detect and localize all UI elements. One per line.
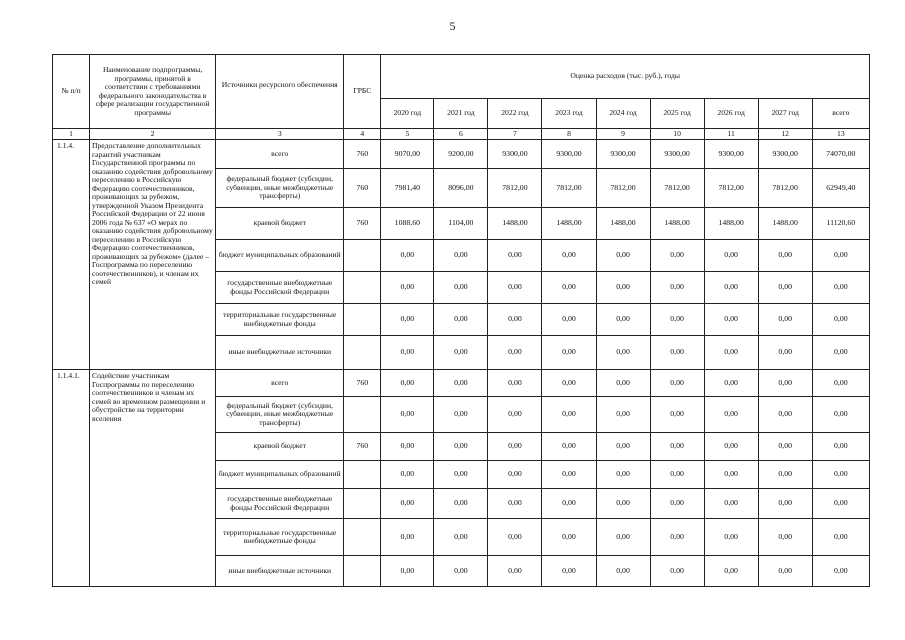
grbs-code: 760 (344, 370, 381, 397)
year-value: 0,00 (596, 272, 650, 304)
year-value: 0,00 (542, 272, 596, 304)
total-value: 0,00 (812, 489, 869, 519)
year-value: 0,00 (381, 489, 434, 519)
year-value: 7812,00 (650, 169, 704, 208)
grbs-code: 760 (344, 208, 381, 240)
year-value: 0,00 (758, 556, 812, 587)
year-value: 0,00 (596, 519, 650, 556)
year-header: 2022 год (488, 99, 542, 129)
column-index: 13 (812, 129, 869, 140)
year-value: 0,00 (434, 433, 488, 461)
year-value: 0,00 (381, 370, 434, 397)
year-value: 0,00 (596, 556, 650, 587)
year-value: 0,00 (381, 556, 434, 587)
year-value: 9300,00 (650, 140, 704, 169)
funding-source: всего (216, 140, 344, 169)
year-value: 0,00 (381, 397, 434, 433)
year-value: 0,00 (596, 433, 650, 461)
year-value: 0,00 (758, 370, 812, 397)
column-index: 10 (650, 129, 704, 140)
year-value: 0,00 (381, 433, 434, 461)
year-value: 0,00 (434, 397, 488, 433)
year-value: 0,00 (488, 336, 542, 370)
year-value: 0,00 (434, 240, 488, 272)
funding-source: федеральный бюджет (субсидии, субвенции, иные межбюджетные трансферты) (216, 169, 344, 208)
year-value: 0,00 (758, 240, 812, 272)
year-value: 0,00 (542, 556, 596, 587)
year-value: 1488,00 (488, 208, 542, 240)
year-value: 0,00 (650, 397, 704, 433)
year-value: 0,00 (488, 556, 542, 587)
column-index: 8 (542, 129, 596, 140)
year-value: 0,00 (758, 433, 812, 461)
year-value: 1488,00 (542, 208, 596, 240)
item-name: Содействие участникам Госпрограммы по переселению соотечественников и членам их семей во временном размещении и обустройстве на территории вселения (90, 370, 216, 587)
year-value: 0,00 (488, 397, 542, 433)
total-value: 0,00 (812, 556, 869, 587)
year-value: 0,00 (596, 336, 650, 370)
index-row (53, 129, 870, 140)
year-value: 9300,00 (542, 140, 596, 169)
year-value: 0,00 (704, 397, 758, 433)
year-value: 0,00 (488, 519, 542, 556)
year-value: 0,00 (542, 304, 596, 336)
year-value: 0,00 (758, 489, 812, 519)
column-index: 4 (344, 129, 381, 140)
funding-source: территориальные государственные внебюджетные фонды (216, 519, 344, 556)
grbs-code (344, 304, 381, 336)
year-value: 0,00 (758, 519, 812, 556)
grbs-code (344, 489, 381, 519)
year-value: 0,00 (650, 461, 704, 489)
grbs-code (344, 461, 381, 489)
year-header: 2027 год (758, 99, 812, 129)
funding-source: иные внебюджетные источники (216, 556, 344, 587)
year-value: 0,00 (434, 519, 488, 556)
year-value: 0,00 (488, 461, 542, 489)
total-value: 62949,40 (812, 169, 869, 208)
year-value: 0,00 (650, 370, 704, 397)
year-value: 0,00 (434, 489, 488, 519)
column-index: 2 (90, 129, 216, 140)
year-header: 2023 год (542, 99, 596, 129)
funding-source: краевой бюджет (216, 433, 344, 461)
column-index: 1 (53, 129, 90, 140)
funding-source: краевой бюджет (216, 208, 344, 240)
year-value: 0,00 (704, 461, 758, 489)
funding-source: федеральный бюджет (субсидии, субвенции, иные межбюджетные трансферты) (216, 397, 344, 433)
year-value: 0,00 (542, 240, 596, 272)
year-value: 0,00 (650, 336, 704, 370)
year-value: 0,00 (434, 272, 488, 304)
expenditure-table (52, 54, 870, 587)
total-value: 0,00 (812, 370, 869, 397)
year-value: 0,00 (704, 519, 758, 556)
funding-source: бюджет муниципальных образований (216, 461, 344, 489)
year-value: 0,00 (758, 272, 812, 304)
grbs-code: 760 (344, 169, 381, 208)
year-value: 0,00 (650, 519, 704, 556)
table-body (53, 140, 870, 587)
year-value: 0,00 (704, 433, 758, 461)
year-value: 0,00 (381, 272, 434, 304)
year-value: 0,00 (488, 304, 542, 336)
year-value: 0,00 (758, 461, 812, 489)
total-value: 11120,60 (812, 208, 869, 240)
grbs-code: 760 (344, 433, 381, 461)
year-value: 0,00 (434, 336, 488, 370)
item-code: 1.1.4.1. (53, 370, 90, 587)
item-code: 1.1.4. (53, 140, 90, 370)
funding-source: государственные внебюджетные фонды Российской Федерации (216, 272, 344, 304)
funding-source: иные внебюджетные источники (216, 336, 344, 370)
funding-source: территориальные государственные внебюджетные фонды (216, 304, 344, 336)
year-value: 7981,40 (381, 169, 434, 208)
year-value: 7812,00 (542, 169, 596, 208)
year-value: 0,00 (596, 304, 650, 336)
year-value: 0,00 (488, 489, 542, 519)
year-value: 0,00 (596, 489, 650, 519)
year-value: 1088,60 (381, 208, 434, 240)
total-value: 0,00 (812, 272, 869, 304)
year-value: 0,00 (596, 240, 650, 272)
year-value: 0,00 (488, 433, 542, 461)
year-value: 9300,00 (758, 140, 812, 169)
grbs-code (344, 240, 381, 272)
year-value: 0,00 (434, 304, 488, 336)
total-value: 0,00 (812, 336, 869, 370)
year-value: 0,00 (381, 304, 434, 336)
year-header: 2021 год (434, 99, 488, 129)
year-value: 0,00 (542, 519, 596, 556)
year-value: 0,00 (704, 556, 758, 587)
grbs-code (344, 519, 381, 556)
year-value: 0,00 (650, 433, 704, 461)
year-value: 0,00 (381, 336, 434, 370)
year-value: 7812,00 (488, 169, 542, 208)
item-name: Предоставление дополнительных гарантий участникам Государственной программы по оказанию содействия добровольному переселению в Российскую Федерацию соотечественников, проживающих за рубежом, утвержденной Указом Президента Российской Федерации от 22 июня 2006 года № 637 «О мерах по оказанию содействия добровольному переселению в Российскую Федерацию соотечественников, проживающих за рубежом» (далее – Госпрограмма по переселению соотечественников), и членам их семей (90, 140, 216, 370)
grbs-code (344, 556, 381, 587)
year-header: 2025 год (650, 99, 704, 129)
header-costs: Оценка расходов (тыс. руб.), годы (381, 55, 870, 99)
column-index: 6 (434, 129, 488, 140)
header-grbs: ГРБС (344, 55, 381, 129)
year-value: 1488,00 (596, 208, 650, 240)
year-value: 1488,00 (758, 208, 812, 240)
total-value: 0,00 (812, 397, 869, 433)
grbs-code (344, 397, 381, 433)
year-value: 0,00 (704, 240, 758, 272)
total-value: 74070,00 (812, 140, 869, 169)
year-value: 0,00 (488, 272, 542, 304)
column-index: 9 (596, 129, 650, 140)
year-value: 0,00 (704, 304, 758, 336)
year-value: 0,00 (542, 461, 596, 489)
grbs-code (344, 336, 381, 370)
funding-source: государственные внебюджетные фонды Российской Федерации (216, 489, 344, 519)
year-value: 7812,00 (758, 169, 812, 208)
header-sources: Источники ресурсного обеспечения (216, 55, 344, 129)
year-value: 0,00 (596, 397, 650, 433)
total-value: 0,00 (812, 461, 869, 489)
year-value: 0,00 (434, 370, 488, 397)
total-value: 0,00 (812, 519, 869, 556)
header-num: № п/п (53, 55, 90, 129)
year-value: 9300,00 (488, 140, 542, 169)
column-index: 7 (488, 129, 542, 140)
year-value: 1488,00 (704, 208, 758, 240)
year-value: 0,00 (488, 370, 542, 397)
page-number: 5 (449, 19, 456, 33)
year-value: 9200,00 (434, 140, 488, 169)
year-value: 0,00 (381, 240, 434, 272)
year-value: 7812,00 (704, 169, 758, 208)
year-value: 0,00 (704, 336, 758, 370)
total-value: 0,00 (812, 240, 869, 272)
year-value: 0,00 (381, 519, 434, 556)
year-value: 9070,00 (381, 140, 434, 169)
grbs-code: 760 (344, 140, 381, 169)
year-value: 0,00 (488, 240, 542, 272)
year-value: 0,00 (381, 461, 434, 489)
column-index: 3 (216, 129, 344, 140)
year-value: 0,00 (542, 397, 596, 433)
funding-source: всего (216, 370, 344, 397)
year-value: 0,00 (542, 489, 596, 519)
column-index: 11 (704, 129, 758, 140)
year-header: 2020 год (381, 99, 434, 129)
year-value: 0,00 (758, 304, 812, 336)
year-value: 7812,00 (596, 169, 650, 208)
year-value: 0,00 (758, 397, 812, 433)
total-value: 0,00 (812, 304, 869, 336)
year-value: 0,00 (704, 370, 758, 397)
year-value: 0,00 (650, 556, 704, 587)
year-value: 0,00 (650, 240, 704, 272)
year-value: 0,00 (596, 370, 650, 397)
year-header: всего (812, 99, 869, 129)
table-row (53, 140, 870, 169)
year-value: 0,00 (434, 556, 488, 587)
year-value: 1488,00 (650, 208, 704, 240)
year-value: 0,00 (542, 370, 596, 397)
year-value: 0,00 (542, 336, 596, 370)
year-header: 2024 год (596, 99, 650, 129)
year-value: 0,00 (704, 272, 758, 304)
column-index: 12 (758, 129, 812, 140)
year-value: 0,00 (704, 489, 758, 519)
year-value: 0,00 (650, 304, 704, 336)
year-value: 9300,00 (704, 140, 758, 169)
total-value: 0,00 (812, 433, 869, 461)
year-header: 2026 год (704, 99, 758, 129)
year-value: 1104,00 (434, 208, 488, 240)
year-value: 9300,00 (596, 140, 650, 169)
year-value: 0,00 (650, 272, 704, 304)
header-name: Наименование подпрограммы, программы, принятой в соответствии с требованиями федерального законодательства в сфере реализации государственной программы (90, 55, 216, 129)
year-value: 8096,00 (434, 169, 488, 208)
funding-source: бюджет муниципальных образований (216, 240, 344, 272)
column-index: 5 (381, 129, 434, 140)
year-value: 0,00 (650, 489, 704, 519)
year-value: 0,00 (596, 461, 650, 489)
table-row (53, 370, 870, 397)
year-value: 0,00 (758, 336, 812, 370)
grbs-code (344, 272, 381, 304)
year-value: 0,00 (434, 461, 488, 489)
year-value: 0,00 (542, 433, 596, 461)
